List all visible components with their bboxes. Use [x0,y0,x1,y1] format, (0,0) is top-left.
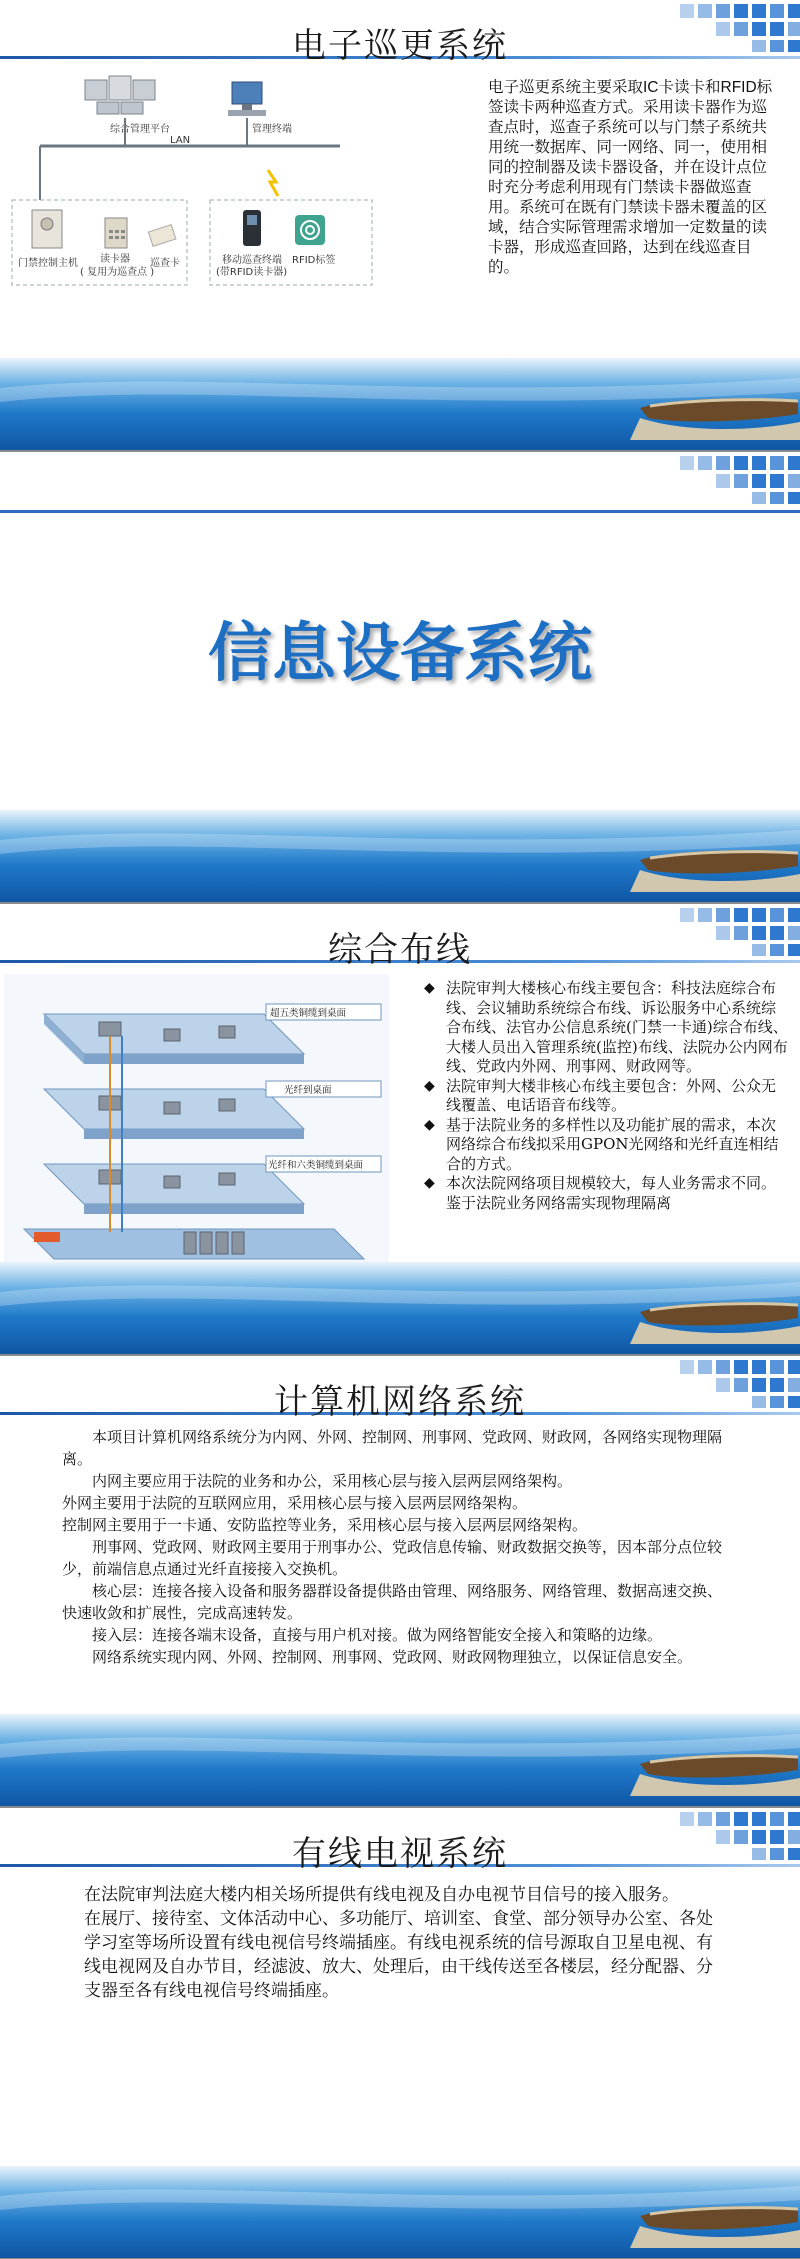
slide-cable-tv [0,1808,800,2258]
bullet-text: 法院审判大楼核心布线主要包含：科技法庭综合布线、会议辅助系统综合布线、诉讼服务中心系统综合布线、法官办公信息系统(门禁一卡通)综合布线、大楼人员出入管理系统(监控)布线、法院办公内网布线、党政内外网、刑事网、财政网等。 [446,979,788,1075]
paragraph: 核心层：连接各接入设备和服务器群设备提供路由管理、网络服务、网络管理、数据高速交换、快速收敛和扩展性，完成高速转发。 [62,1582,723,1622]
slide-cabling [0,904,800,1354]
reader-label: 读卡器 [100,254,130,265]
list-item [422,1116,790,1175]
boat-illustration [630,822,800,892]
reader-note-label: ( 复用为巡查点 ) [80,267,155,278]
slide-patrol-system [0,0,800,450]
slide-computer-network [0,1356,800,1806]
list-item [422,1077,790,1116]
slide-title: 计算机网络系统 [274,1382,526,1422]
paragraph: 内网主要应用于法院的业务和办公，采用核心层与接入层两层网络架构。 [62,1472,573,1490]
diamond-bullet-icon: ◆ [424,980,435,996]
server-rack-icon [85,76,155,114]
list-item [422,1174,790,1213]
diamond-bullet-icon: ◆ [424,1175,435,1191]
bullet-text: 法院审判大楼非核心布线主要包含：外网、公众无线覆盖、电话语音布线等。 [446,1076,777,1114]
cable-tv-description [84,1883,720,2003]
paragraph: 在法院审判法庭大楼内相关场所提供有线电视及自办电视节目信号的接入服务。 [84,1885,679,1905]
access-host-label: 门禁控制主机 [18,258,78,269]
fig-label-3: 光纤和六类铜缆到桌面 [268,1160,364,1171]
patrol-card-label: 巡查卡 [150,258,180,269]
mobile-note-label: (带RFID读卡器) [216,267,288,278]
rfid-tag-label: RFID标签 [292,255,336,266]
slide-title: 综合布线 [328,930,472,970]
cabling-bullet-list [422,979,790,1213]
bullet-text: 基于法院业务的多样性以及功能扩展的需求，本次网络综合布线拟采用GPON光网络和光纤直连相结合的方式。 [446,1115,779,1173]
paragraph: 控制网主要用于一卡通、安防监控等业务，采用核心层与接入层两层网络架构。 [62,1516,588,1534]
fig-label-2: 光纤到桌面 [284,1085,332,1096]
paragraph: 接入层：连接各端末设备，直接与用户机对接。做为网络智能安全接入和策略的边缘。 [62,1626,663,1644]
diamond-bullet-icon: ◆ [424,1077,435,1094]
slide-title: 有线电视系统 [292,1834,508,1874]
diamond-bullet-icon: ◆ [424,1116,435,1133]
mobile-terminal-label: 移动巡查终端 [222,255,282,266]
patrol-system-diagram [10,70,480,320]
paragraph: 刑事网、党政网、财政网主要用于刑事办公、党政信息传输、财政数据交换等，因本部分点位较少，前端信息点通过光纤直接接入交换机。 [62,1538,723,1578]
mgmt-terminal-label: 管理终端 [252,124,292,135]
paragraph: 本项目计算机网络系统分为内网、外网、控制网、刑事网、党政网、财政网，各网络实现物理隔离。 [62,1428,723,1468]
paragraph: 在展厅、接待室、文体活动中心、多功能厅、培训室、食堂、部分领导办公室、各处学习室等场所设置有线电视信号终端插座。有线电视系统的信号源取自卫星电视、有线电视网及自办节目，经滤波、放大、处理后，由干线传送至各楼层，经分配器、分支器至各有线电视信号终端插座。 [84,1909,713,2001]
computer-icon [228,82,266,116]
boat-illustration [630,370,800,440]
header-tiles-decoration [560,452,800,510]
lan-label: LAN [170,135,191,146]
paragraph: 外网主要用于法院的互联网应用，采用核心层与接入层两层网络架构。 [62,1494,528,1512]
boat-illustration [630,1274,800,1344]
mgmt-platform-label: 综合管理平台 [110,124,170,135]
section-title: 信息设备系统 [208,617,592,691]
network-description [62,1426,728,1668]
paragraph: 网络系统实现内网、外网、控制网、刑事网、党政网、财政网物理独立，以保证信息安全。 [62,1648,693,1666]
fig-label-1: 超五类铜缆到桌面 [270,1008,347,1019]
boat-illustration [630,1726,800,1796]
slide-info-equipment [0,452,800,902]
header-rule [0,510,800,513]
building-cabling-figure [4,974,389,1274]
boat-illustration [630,2178,800,2248]
bullet-text: 本次法院网络项目规模较大，每人业务需求不同。鉴于法院业务网络需实现物理隔离 [446,1174,777,1212]
slide-title: 电子巡更系统 [292,26,508,66]
patrol-description: 电子巡更系统主要采取IC卡读卡和RFID标签读卡两种巡查方式。采用读卡器作为巡查点时，巡查子系统可以与门禁子系统共用统一数据库、同一网络、同一，使用相同的控制器及读卡器设备，并在设计点位时充分考虑利用现有门禁读卡器做巡查用。系统可在既有门禁读卡器未覆盖的区域，结合实际管理需求增加一定数量的读卡器，形成巡查回路，达到在线巡查目的。 [488,79,773,276]
list-item [422,979,790,1077]
